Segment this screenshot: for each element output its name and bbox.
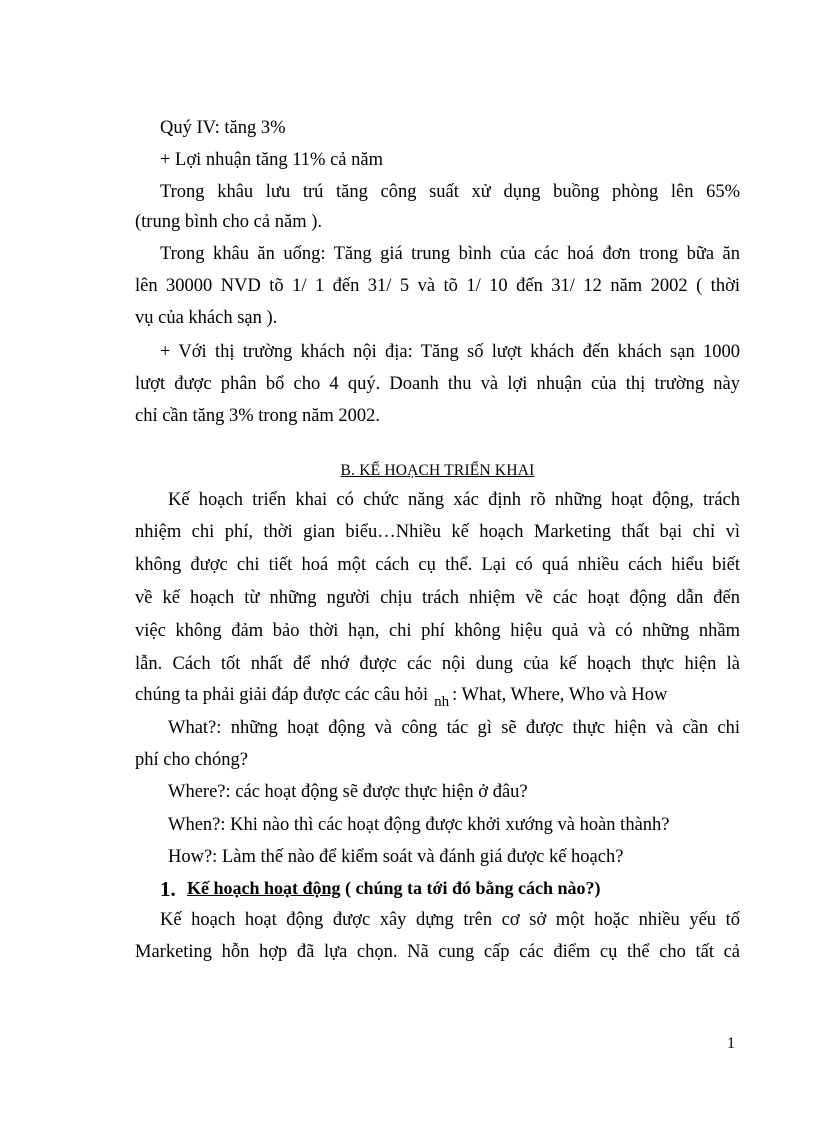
text-line: Trong khâu ăn uống: Tăng giá trung bình của các hoá đơn trong bữa ăn bbox=[160, 244, 740, 264]
text-line: không được chi tiết hoá một cách cụ thể. Lại có quá nhiều cách hiểu biết bbox=[135, 555, 740, 575]
text-line: phí cho chóng? bbox=[135, 750, 249, 770]
text-line: chỉ cần tăng 3% trong năm 2002. bbox=[135, 406, 381, 426]
text-line: Trong khâu lưu trú tăng công suất xử dụng buồng phòng lên 65% bbox=[160, 182, 740, 202]
text-line: lượt được phân bổ cho 4 quý. Doanh thu và lợi nhuận của thị trường này bbox=[135, 374, 740, 394]
text-line: (trung bình cho cả năm ). bbox=[135, 212, 322, 232]
text-line: + Lợi nhuận tăng 11% cả năm bbox=[160, 150, 383, 170]
text-fragment: : What, Where, Who và How bbox=[452, 685, 668, 705]
text-line bbox=[135, 683, 740, 708]
section-number: 1. bbox=[160, 877, 176, 901]
text-line: What?: những hoạt động và công tác gì sẽ được thực hiện và cần chi bbox=[168, 718, 740, 738]
text-line: lẫn. Cách tốt nhất để nhớ được các nội dung của kế hoạch thực hiện là bbox=[135, 654, 740, 674]
text-line: Kế hoạch hoạt động được xây dựng trên cơ sở một hoặc nhiều yếu tố bbox=[160, 910, 740, 930]
text-line: vụ của khách sạn ). bbox=[135, 308, 278, 328]
text-line: When?: Khi nào thì các hoạt động được khởi xướng và hoàn thành? bbox=[168, 815, 670, 835]
text-line: Where?: các hoạt động sẽ được thực hiện ở đâu? bbox=[168, 782, 528, 802]
subscript-note: nh bbox=[434, 694, 450, 710]
section-heading-b: B. KẾ HOẠCH TRIỂN KHAI bbox=[340, 462, 535, 479]
text-fragment: chúng ta phải giải đáp được các câu hỏi bbox=[135, 685, 429, 705]
section-title bbox=[187, 876, 601, 900]
page-number: 1 bbox=[727, 1035, 735, 1052]
text-line: Marketing hỗn hợp đã lựa chọn. Nã cung cấp các điểm cụ thể cho tất cả bbox=[135, 942, 740, 962]
text-line: Quý IV: tăng 3% bbox=[160, 118, 286, 138]
text-line: việc không đảm bảo thời hạn, chi phí không hiệu quả và có những nhầm bbox=[135, 621, 740, 641]
text-line: + Với thị trường khách nội địa: Tăng số lượt khách đến khách sạn 1000 bbox=[160, 342, 740, 362]
text-line: lên 30000 NVD tõ 1/ 1 đến 31/ 5 và tõ 1/ 10 đến 31/ 12 năm 2002 ( thời bbox=[135, 276, 740, 296]
text-line: nhiệm chi phí, thời gian biểu…Nhiều kế hoạch Marketing thất bại chỉ vì bbox=[135, 522, 740, 542]
text-line: How?: Làm thế nào để kiểm soát và đánh giá được kế hoạch? bbox=[168, 847, 624, 867]
text-line: về kế hoạch từ những người chịu trách nhiệm về các hoạt động dẫn đến bbox=[135, 588, 740, 608]
section-title-rest: ( chúng ta tới đó bằng cách nào?) bbox=[340, 878, 601, 898]
section-title-underlined: Kế hoạch hoạt động bbox=[187, 878, 341, 898]
text-line: Kế hoạch triển khai có chức năng xác định rõ những hoạt động, trách bbox=[168, 490, 740, 510]
